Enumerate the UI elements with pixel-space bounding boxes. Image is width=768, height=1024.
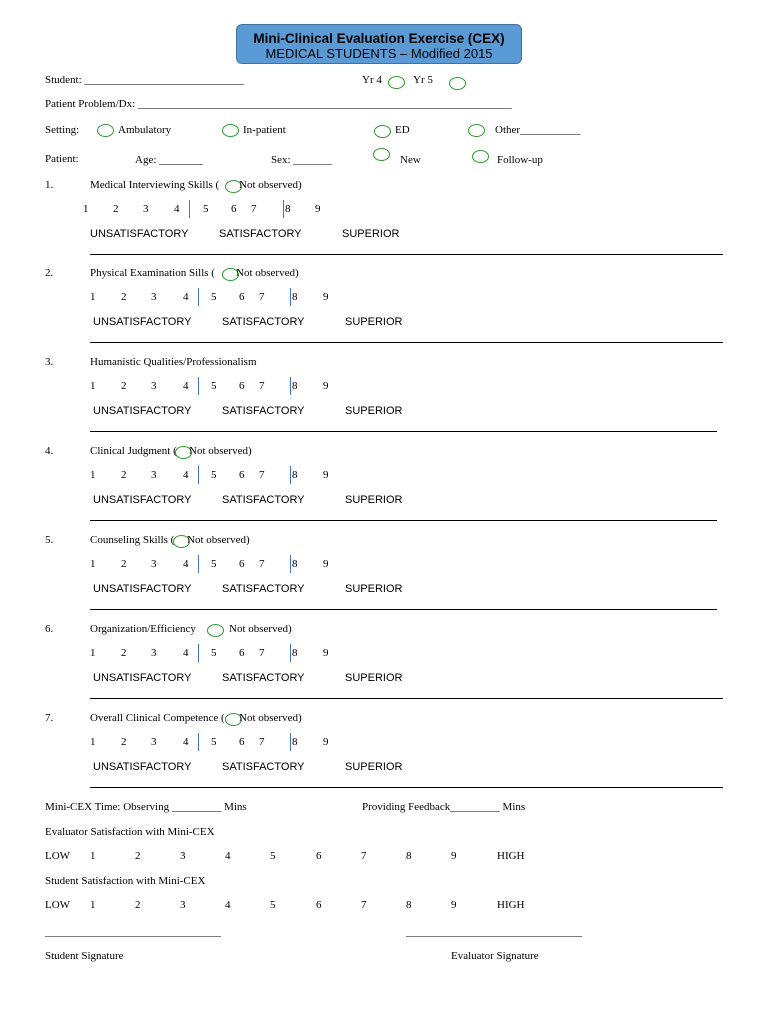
score-option-1[interactable]: 1 <box>90 380 96 392</box>
comments-line[interactable] <box>90 787 723 788</box>
satisfaction-option-4[interactable]: 4 <box>225 899 231 911</box>
satisfaction-option-5[interactable]: 5 <box>270 850 276 862</box>
score-option-4[interactable]: 4 <box>174 203 180 215</box>
score-option-7[interactable]: 7 <box>259 469 265 481</box>
comments-line[interactable] <box>90 609 717 610</box>
form-subtitle: MEDICAL STUDENTS – Modified 2015 <box>265 46 493 61</box>
tick-before-8 <box>290 377 291 395</box>
score-option-3[interactable]: 3 <box>143 203 149 215</box>
item-number: 7. <box>45 712 54 724</box>
score-option-5[interactable]: 5 <box>203 203 209 215</box>
score-option-1[interactable]: 1 <box>90 736 96 748</box>
sex-field[interactable]: Sex: _______ <box>271 154 332 166</box>
yr5-label: Yr 5 <box>413 74 433 86</box>
tick-before-8 <box>290 466 291 484</box>
score-option-5[interactable]: 5 <box>211 736 217 748</box>
unsatisfactory-label: UNSATISFACTORY <box>93 761 192 773</box>
tick-after-4 <box>198 377 199 395</box>
not-observed-radio[interactable] <box>207 624 224 637</box>
satisfactory-label: SATISFACTORY <box>222 761 305 773</box>
satisfaction-option-3[interactable]: 3 <box>180 899 186 911</box>
satisfaction-option-7[interactable]: 7 <box>361 899 367 911</box>
item-number: 3. <box>45 356 54 368</box>
score-option-5[interactable]: 5 <box>211 291 217 303</box>
comments-line[interactable] <box>90 431 717 432</box>
score-option-6[interactable]: 6 <box>239 291 245 303</box>
score-option-8[interactable]: 8 <box>292 380 298 392</box>
comments-line[interactable] <box>90 698 723 699</box>
patient-problem-field[interactable]: Patient Problem/Dx: ____________________________________________________________________ <box>45 98 512 110</box>
satisfaction-option-8[interactable]: 8 <box>406 899 412 911</box>
ed-label: ED <box>395 124 410 136</box>
other-radio[interactable] <box>468 124 485 137</box>
superior-label: SUPERIOR <box>345 672 403 684</box>
tick-before-8 <box>290 733 291 751</box>
evaluator-satisfaction-label: Evaluator Satisfaction with Mini-CEX <box>45 826 215 838</box>
score-option-4[interactable]: 4 <box>183 736 189 748</box>
satisfaction-option-6[interactable]: 6 <box>316 899 322 911</box>
score-option-5[interactable]: 5 <box>211 647 217 659</box>
tick-after-4 <box>198 644 199 662</box>
score-option-3[interactable]: 3 <box>151 291 157 303</box>
satisfactory-label: SATISFACTORY <box>222 316 305 328</box>
satisfaction-option-5[interactable]: 5 <box>270 899 276 911</box>
form-title: Mini-Clinical Evaluation Exercise (CEX) <box>253 31 505 46</box>
satisfactory-label: SATISFACTORY <box>219 228 302 240</box>
score-option-7[interactable]: 7 <box>251 203 257 215</box>
comments-line[interactable] <box>90 342 723 343</box>
superior-label: SUPERIOR <box>345 494 403 506</box>
score-option-4[interactable]: 4 <box>183 380 189 392</box>
score-option-4[interactable]: 4 <box>183 647 189 659</box>
yr4-radio[interactable] <box>388 76 405 89</box>
score-option-1[interactable]: 1 <box>83 203 89 215</box>
satisfaction-option-3[interactable]: 3 <box>180 850 186 862</box>
tick-after-4 <box>189 200 190 218</box>
satisfaction-option-1[interactable]: 1 <box>90 850 96 862</box>
tick-after-4 <box>198 466 199 484</box>
score-option-1[interactable]: 1 <box>90 469 96 481</box>
unsatisfactory-label: UNSATISFACTORY <box>93 316 192 328</box>
satisfaction-option-9[interactable]: 9 <box>451 899 457 911</box>
low-label: LOW <box>45 850 71 862</box>
patient-label: Patient: <box>45 153 79 165</box>
high-label: HIGH <box>497 899 525 911</box>
score-option-7[interactable]: 7 <box>259 647 265 659</box>
inpatient-radio[interactable] <box>222 124 239 137</box>
ambulatory-label: Ambulatory <box>118 124 172 136</box>
score-option-9[interactable]: 9 <box>323 558 329 570</box>
item-label: Clinical Judgment ( <box>90 445 177 457</box>
score-option-8[interactable]: 8 <box>292 647 298 659</box>
item-label: Humanistic Qualities/Professionalism <box>90 356 257 368</box>
comments-line[interactable] <box>90 520 717 521</box>
tick-after-4 <box>198 733 199 751</box>
score-option-6[interactable]: 6 <box>239 380 245 392</box>
score-option-7[interactable]: 7 <box>259 291 265 303</box>
evaluator-signature-label: Evaluator Signature <box>451 950 539 962</box>
tick-before-8 <box>283 200 284 218</box>
unsatisfactory-label: UNSATISFACTORY <box>93 405 192 417</box>
score-option-8[interactable]: 8 <box>292 469 298 481</box>
not-observed-label: Not observed) <box>187 534 250 546</box>
feedback-time-field[interactable]: Providing Feedback_________ Mins <box>362 801 526 813</box>
yr4-label: Yr 4 <box>362 74 382 86</box>
score-option-3[interactable]: 3 <box>151 469 157 481</box>
score-option-4[interactable]: 4 <box>183 291 189 303</box>
student-signature-line[interactable]: ________________________________ <box>45 926 221 938</box>
comments-line[interactable] <box>90 254 723 255</box>
score-option-9[interactable]: 9 <box>315 203 321 215</box>
unsatisfactory-label: UNSATISFACTORY <box>93 583 192 595</box>
score-option-8[interactable]: 8 <box>292 291 298 303</box>
score-option-2[interactable]: 2 <box>121 380 127 392</box>
score-option-6[interactable]: 6 <box>231 203 237 215</box>
score-option-9[interactable]: 9 <box>323 380 329 392</box>
time-observing-field[interactable]: Mini-CEX Time: Observing _________ Mins <box>45 801 247 813</box>
satisfaction-option-8[interactable]: 8 <box>406 850 412 862</box>
score-option-7[interactable]: 7 <box>259 736 265 748</box>
satisfaction-option-7[interactable]: 7 <box>361 850 367 862</box>
score-option-2[interactable]: 2 <box>121 647 127 659</box>
item-number: 4. <box>45 445 54 457</box>
satisfactory-label: SATISFACTORY <box>222 672 305 684</box>
not-observed-label: Not observed) <box>239 179 302 191</box>
superior-label: SUPERIOR <box>345 583 403 595</box>
satisfaction-option-6[interactable]: 6 <box>316 850 322 862</box>
score-option-3[interactable]: 3 <box>151 736 157 748</box>
not-observed-label: Not observed) <box>229 623 292 635</box>
not-observed-label: Not observed) <box>189 445 252 457</box>
score-option-7[interactable]: 7 <box>259 558 265 570</box>
item-label: Medical Interviewing Skills ( <box>90 179 220 191</box>
score-option-9[interactable]: 9 <box>323 647 329 659</box>
score-option-2[interactable]: 2 <box>121 291 127 303</box>
item-number: 5. <box>45 534 54 546</box>
tick-before-8 <box>290 288 291 306</box>
high-label: HIGH <box>497 850 525 862</box>
score-option-6[interactable]: 6 <box>239 647 245 659</box>
other-field[interactable]: Other___________ <box>495 124 581 136</box>
tick-before-8 <box>290 644 291 662</box>
score-option-9[interactable]: 9 <box>323 736 329 748</box>
score-option-2[interactable]: 2 <box>121 469 127 481</box>
score-option-5[interactable]: 5 <box>211 558 217 570</box>
form-header <box>236 24 522 64</box>
score-option-2[interactable]: 2 <box>113 203 119 215</box>
superior-label: SUPERIOR <box>342 228 400 240</box>
score-option-1[interactable]: 1 <box>90 291 96 303</box>
score-option-4[interactable]: 4 <box>183 558 189 570</box>
satisfaction-option-9[interactable]: 9 <box>451 850 457 862</box>
item-number: 6. <box>45 623 54 635</box>
score-option-8[interactable]: 8 <box>285 203 291 215</box>
satisfactory-label: SATISFACTORY <box>222 583 305 595</box>
score-option-6[interactable]: 6 <box>239 469 245 481</box>
item-label: Overall Clinical Competence ( <box>90 712 225 724</box>
inpatient-label: In-patient <box>243 124 286 136</box>
ambulatory-radio[interactable] <box>97 124 114 137</box>
yr5-radio[interactable] <box>449 77 466 90</box>
item-label: Organization/Efficiency <box>90 623 196 635</box>
item-label: Physical Examination Sills ( <box>90 267 215 279</box>
item-label: Counseling Skills ( <box>90 534 175 546</box>
new-label: New <box>400 154 421 166</box>
score-option-5[interactable]: 5 <box>211 380 217 392</box>
superior-label: SUPERIOR <box>345 405 403 417</box>
unsatisfactory-label: UNSATISFACTORY <box>90 228 189 240</box>
low-label: LOW <box>45 899 71 911</box>
unsatisfactory-label: UNSATISFACTORY <box>93 494 192 506</box>
score-option-9[interactable]: 9 <box>323 291 329 303</box>
superior-label: SUPERIOR <box>345 316 403 328</box>
not-observed-label: Not observed) <box>239 712 302 724</box>
score-option-7[interactable]: 7 <box>259 380 265 392</box>
score-option-3[interactable]: 3 <box>151 647 157 659</box>
score-option-2[interactable]: 2 <box>121 736 127 748</box>
tick-after-4 <box>198 288 199 306</box>
ed-radio[interactable] <box>374 125 391 138</box>
score-option-1[interactable]: 1 <box>90 558 96 570</box>
student-field[interactable]: Student: _____________________________ <box>45 74 244 86</box>
score-option-8[interactable]: 8 <box>292 558 298 570</box>
satisfaction-option-2[interactable]: 2 <box>135 850 141 862</box>
student-signature-label: Student Signature <box>45 950 124 962</box>
not-observed-label: Not observed) <box>236 267 299 279</box>
item-number: 1. <box>45 179 54 191</box>
score-option-5[interactable]: 5 <box>211 469 217 481</box>
unsatisfactory-label: UNSATISFACTORY <box>93 672 192 684</box>
satisfaction-option-2[interactable]: 2 <box>135 899 141 911</box>
satisfactory-label: SATISFACTORY <box>222 494 305 506</box>
item-number: 2. <box>45 267 54 279</box>
score-option-3[interactable]: 3 <box>151 380 157 392</box>
followup-radio[interactable] <box>472 150 489 163</box>
followup-label: Follow-up <box>497 154 543 166</box>
score-option-8[interactable]: 8 <box>292 736 298 748</box>
evaluator-signature-line[interactable]: ________________________________ <box>406 926 582 938</box>
satisfaction-option-4[interactable]: 4 <box>225 850 231 862</box>
score-option-3[interactable]: 3 <box>151 558 157 570</box>
superior-label: SUPERIOR <box>345 761 403 773</box>
satisfactory-label: SATISFACTORY <box>222 405 305 417</box>
score-option-4[interactable]: 4 <box>183 469 189 481</box>
score-option-9[interactable]: 9 <box>323 469 329 481</box>
score-option-6[interactable]: 6 <box>239 558 245 570</box>
tick-after-4 <box>198 555 199 573</box>
score-option-6[interactable]: 6 <box>239 736 245 748</box>
student-satisfaction-label: Student Satisfaction with Mini-CEX <box>45 875 206 887</box>
setting-label: Setting: <box>45 124 80 136</box>
tick-before-8 <box>290 555 291 573</box>
satisfaction-option-1[interactable]: 1 <box>90 899 96 911</box>
new-radio[interactable] <box>373 148 390 161</box>
score-option-2[interactable]: 2 <box>121 558 127 570</box>
score-option-1[interactable]: 1 <box>90 647 96 659</box>
age-field[interactable]: Age: ________ <box>135 154 204 166</box>
